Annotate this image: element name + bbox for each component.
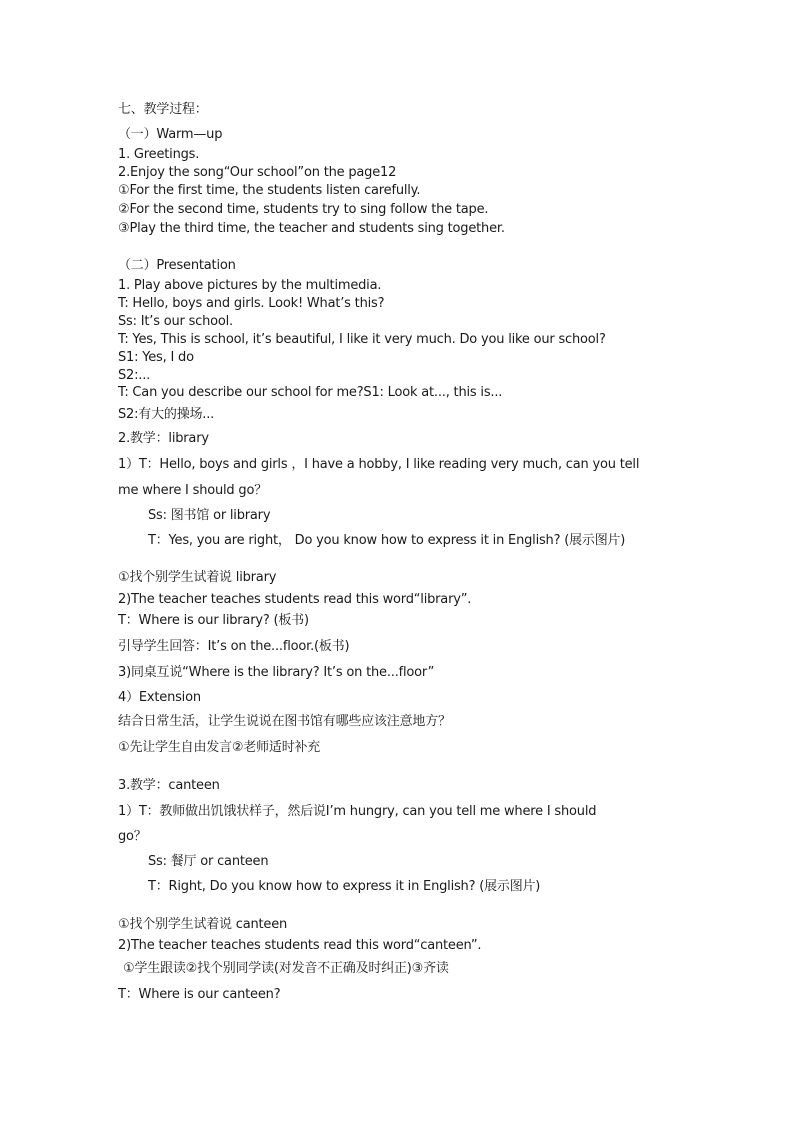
text-line: T: Can you describe our school for me?S1: Look at..., this is... (118, 385, 503, 400)
text-line: ②For the second time, students try to sing follow the tape. (118, 202, 489, 217)
text-line: go？ (118, 829, 147, 844)
subsection-heading: （一）Warm—up (118, 127, 223, 142)
text-line: 引导学生回答：It’s on the...floor.(板书) (118, 639, 350, 654)
text-line: 2)The teacher teaches students read this word“library”. (118, 592, 472, 607)
text-line: ①For the first time, the students listen carefully. (118, 183, 421, 198)
text-line: ①先让学生自由发言②老师适时补充 (118, 740, 321, 755)
text-line: ①找个别学生试着说 library (118, 570, 277, 585)
text-line: 1. Play above pictures by the multimedia. (118, 278, 382, 293)
text-line: Ss: 图书馆 or library (148, 508, 271, 523)
text-line: S1: Yes, I do (118, 350, 194, 365)
text-line: ③Play the third time, the teacher and students sing together. (118, 221, 505, 236)
text-line: Ss: It’s our school. (118, 314, 233, 329)
text-line: S2:... (118, 368, 151, 383)
text-line: T：Where is our library? (板书) (118, 613, 309, 628)
text-line: ①找个别学生试着说 canteen (118, 917, 288, 932)
text-line: me where I should go？ (118, 483, 268, 498)
text-line: T: Yes, This is school, it’s beautiful, I like it very much. Do you like our school? (118, 332, 606, 347)
text-line: Ss: 餐厅 or canteen (148, 854, 269, 869)
text-line: 结合日常生活，让学生说说在图书馆有哪些应该注意地方？ (118, 714, 451, 729)
subsection-heading: （二）Presentation (118, 258, 236, 273)
text-line: 1. Greetings. (118, 147, 200, 162)
text-line: 2.Enjoy the song“Our school”on the page12 (118, 165, 397, 180)
text-line: 2.教学：library (118, 431, 209, 446)
text-line: 4）Extension (118, 690, 201, 705)
text-line: S2:有大的操场... (118, 407, 215, 422)
text-line: T：Right, Do you know how to express it in English? (展示图片) (148, 879, 541, 894)
text-line: T: Hello, boys and girls. Look! What’s this? (118, 296, 385, 311)
text-line: 3)同桌互说“Where is the library? It’s on the...floor” (118, 665, 435, 680)
text-line: 1）T：Hello, boys and girls ，I have a hobby, I like reading very much, can you tell (118, 457, 640, 472)
text-line: ①学生跟读②找个别同学读(对发音不正确及时纠正)③齐读 (123, 961, 449, 976)
text-line: 2)The teacher teaches students read this word“canteen”. (118, 938, 482, 953)
text-line: 3.教学：canteen (118, 778, 220, 793)
text-line: T：Where is our canteen? (118, 987, 281, 1002)
text-line: 1）T：教师做出饥饿状样子，然后说I’m hungry, can you tell me where I should (118, 804, 597, 819)
text-line: T：Yes, you are right， Do you know how to express it in English? (展示图片) (148, 533, 626, 548)
section-heading: 七、教学过程： (118, 102, 208, 117)
